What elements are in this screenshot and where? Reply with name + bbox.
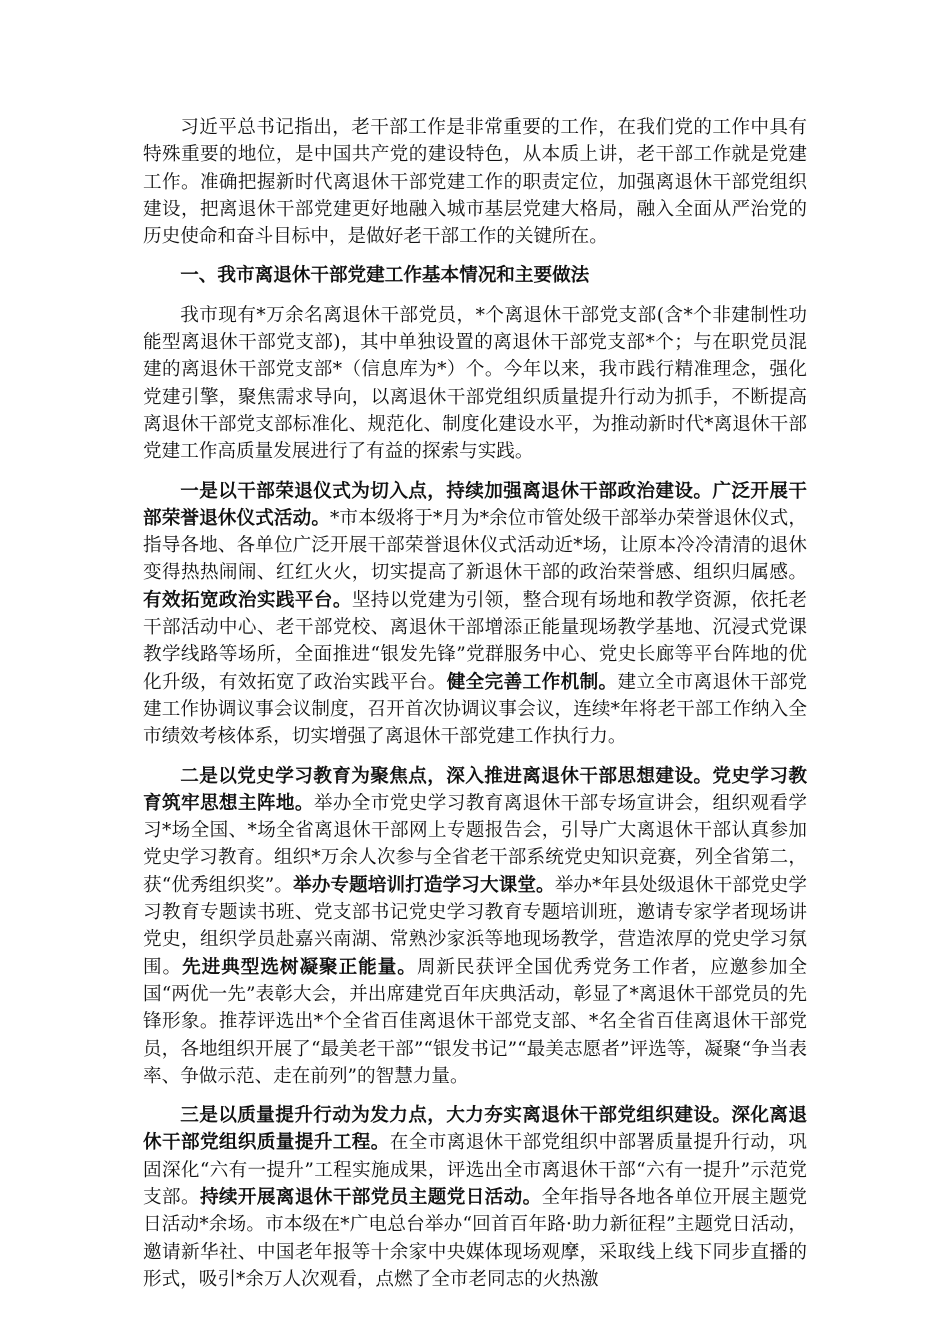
ideological-building-paragraph [143, 763, 807, 1091]
bold-lead: 持续开展离退休干部党员主题党日活动。 [199, 1186, 542, 1208]
document-body [143, 114, 807, 1305]
bold-lead: 健全完善工作机制。 [446, 671, 618, 693]
section-heading: 一、我市离退休干部党建工作基本情况和主要做法 [180, 265, 590, 287]
section-paragraph: 我市现有*万余名离退休干部党员，*个离退休干部党支部(含*个非建制性功能型离退休干部党支部)，其中单独设置的离退休干部党支部*个；与在职党员混建的离退休干部党支部*（信息库为*）个。今年以来，我市践行精准理念，强化党建引擎，聚焦需求导向，以离退休干部党组织质量提升行动为抓手，不断提高离退休干部党支部标准化、规范化、制度化建设水平，为推动新时代*离退休干部党建工作高质量发展进行了有益的探索与实践。 [143, 304, 807, 463]
body-text: 建立全市离退休干部党建工作协调议事会议制度，召开首次协调议事会议，连续*年将老干部工作纳入全市绩效考核体系，切实增强了离退休干部党建工作执行力。 [143, 671, 807, 748]
bold-lead: 一是以干部荣退仪式为切入点，持续加强离退休干部政治建设。广泛开展干部荣誉退休仪式活动。 [143, 480, 807, 529]
bold-lead: 二是以党史学习教育为聚焦点，深入推进离退休干部思想建设。党史学习教育筑牢思想主阵地。 [143, 765, 807, 814]
body-text: 坚持以党建为引领，整合现有场地和教学资源，依托老干部活动中心、老干部党校、离退休干部增添正能量现场教学基地、沉浸式党课教学线路等场所，全面推进“银发先锋”党群服务中心、党史长廊等平台阵地的优化升级，有效拓宽了政治实践平台。 [143, 589, 807, 693]
political-building-paragraph [143, 478, 807, 751]
organization-building-paragraph [143, 1102, 807, 1293]
body-text: 周新民获评全国优秀党务工作者，应邀参加全国“两优一先”表彰大会，并出席建党百年庆典活动，彰显了*离退休干部党员的先锋形象。推荐评选出*个全省百佳离退休干部党支部、*名全省百佳离退休干部党员，各地组织开展了“最美老干部”“银发书记”“最美志愿者”评选等，凝聚“争当表率、争做示范、走在前列”的智慧力量。 [143, 956, 807, 1087]
body-text: 在全市离退休干部党组织中部署质量提升行动，巩固深化“六有一提升”工程实施成果，评选出全市离退休干部“六有一提升”示范党支部。 [143, 1132, 807, 1208]
body-text: 全年指导各地各单位开展主题党日活动*余场。市本级在*广电总台举办“回首百年路·助力新征程”主题党日活动，邀请新华社、中国老年报等十余家中央媒体现场观摩，采取线上线下同步直播的形式，吸引*余万人次观看，点燃了全市老同志的火热激 [143, 1186, 807, 1290]
bold-lead: 三是以质量提升行动为发力点，大力夯实离退休干部党组织建设。深化离退休干部党组织质量提升工程。 [143, 1105, 807, 1154]
bold-lead: 举办专题培训打造学习大课堂。 [293, 874, 555, 896]
bold-lead: 有效拓宽政治实践平台。 [143, 589, 352, 611]
bold-lead: 先进典型选树凝聚正能量。 [182, 956, 417, 978]
body-text: 举办全市党史学习教育离退休干部专场宣讲会，组织观看学习*场全国、*场全省离退休干部网上专题报告会，引导广大离退休干部认真参加党史学习教育。组织*万余人次参与全省老干部系统党史知识竞赛，列全省第二，获“优秀组织奖”。 [143, 792, 807, 896]
body-text: *市本级将于*月为*余位市管处级干部举办荣誉退休仪式，指导各地、各单位广泛开展干部荣誉退休仪式活动近*场，让原本冷冷清清的退休变得热热闹闹、红红火火，切实提高了新退休干部的政治荣誉感、组织归属感。 [143, 507, 807, 584]
body-text: 举办*年县处级退休干部党史学习教育专题读书班、党支部书记党史学习教育专题培训班，邀请专家学者现场讲党史，组织学员赴嘉兴南湖、常熟沙家浜等地现场教学，营造浓厚的党史学习氛围。 [143, 874, 807, 978]
intro-paragraph: 习近平总书记指出，老干部工作是非常重要的工作，在我们党的工作中具有特殊重要的地位，是中国共产党的建设特色，从本质上讲，老干部工作就是党建工作。准确把握新时代离退休干部党建工作的职责定位，加强离退休干部党组织建设，把离退休干部党建更好地融入城市基层党建大格局，融入全面从严治党的历史使命和奋斗目标中，是做好老干部工作的关键所在。 [143, 117, 807, 248]
